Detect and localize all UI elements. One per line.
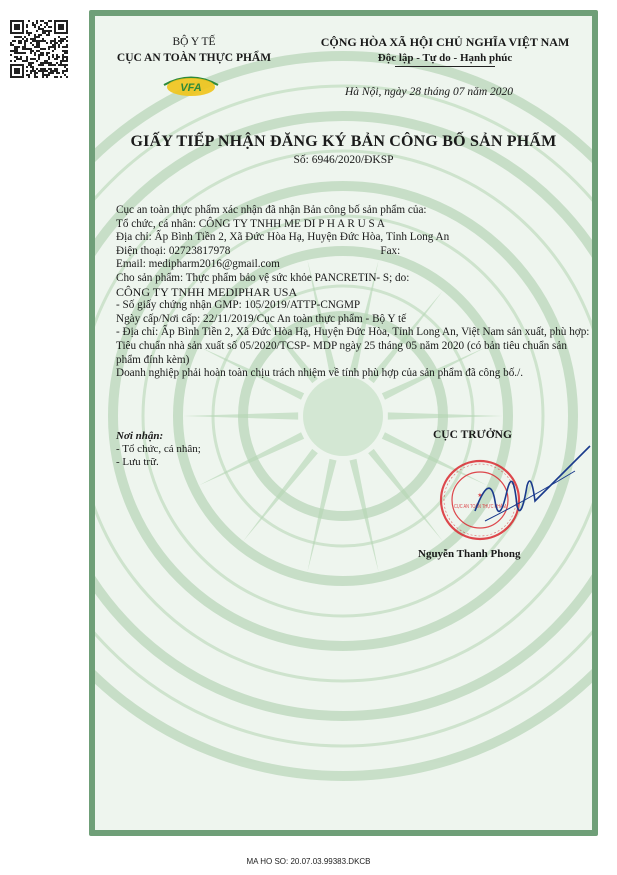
vfa-logo: [160, 68, 222, 102]
document-number: Số: 6946/2020/ĐKSP: [293, 154, 394, 166]
svg-text:CỤC AN TOÀN THỰC PHẨM: CỤC AN TOÀN THỰC PHẨM: [454, 504, 520, 510]
certificate-body: [95, 16, 592, 830]
handwritten-signature: [465, 441, 592, 541]
body-line: Cho sản phẩm: Thực phẩm bảo vệ sức khỏe PANCRETIN- S; do:: [116, 271, 410, 284]
motto: Độc lập - Tự do - Hạnh phúc: [377, 52, 513, 64]
header-left: [99, 34, 289, 66]
dossier-code: MA HO SO: 20.07.03.99383.DKCB: [246, 857, 371, 866]
motto-underline: [395, 66, 495, 67]
agency-name: CỤC AN TOÀN THỰC PHẨM: [116, 52, 272, 64]
recipients-label: Nơi nhận:: [116, 430, 164, 442]
body-line: Tổ chức, cá nhân: CÔNG TY TNHH ME DI P H A R U S A: [116, 217, 385, 230]
header-right: [295, 34, 592, 66]
svg-text:VFA: VFA: [180, 82, 202, 94]
svg-text:★: ★: [477, 493, 483, 499]
body-line: Doanh nghiệp phải hoàn toàn chịu trách nhiệm về tính phù hợp của sản phẩm đã công bố./.: [116, 367, 524, 380]
body-line: Địa chỉ: Ấp Bình Tiền 2, Xã Đức Hòa Hạ, Huyện Đức Hòa, Tỉnh Long An: [116, 231, 450, 244]
qr-code: [8, 18, 70, 80]
body-line: - Số giấy chứng nhận GMP: 105/2019/ATTP-CNGMP: [116, 299, 361, 312]
body-line: Tiêu chuẩn nhà sản xuất số 05/2020/TCSP- MDP ngày 25 tháng 05 năm 2020 (có bản tiêu chuẩn sản phẩm đính kèm): [116, 339, 567, 366]
body-line: CÔNG TY TNHH MEDIPHAR USA: [116, 284, 298, 299]
country-name: CỘNG HÒA XÃ HỘI CHỦ NGHĨA VIỆT NAM: [320, 35, 570, 49]
document-title: GIẤY TIẾP NHẬN ĐĂNG KÝ BẢN CÔNG BỐ SẢN PHẨM: [130, 133, 557, 150]
ministry-name: BỘ Y TẾ: [172, 36, 216, 48]
recipient-item: - Lưu trữ.: [116, 456, 159, 468]
body-line: Email: medipharm2016@gmail.com: [116, 258, 280, 271]
signer-name: Nguyễn Thanh Phong: [418, 548, 521, 560]
body-line: Cục an toàn thực phẩm xác nhận đã nhận Bản công bố sản phẩm của:: [116, 204, 427, 216]
issue-date: Hà Nội, ngày 28 tháng 07 năm 2020: [345, 86, 514, 98]
recipients: [116, 430, 201, 469]
body-line: Điện thoại: 02723817978 Fax:: [116, 244, 401, 257]
signer-title: CỤC TRƯỞNG: [433, 429, 512, 441]
document-body: [116, 204, 591, 381]
body-line: Ngày cấp/Nơi cấp: 22/11/2019/Cục An toàn thực phẩm - Bộ Y tế: [116, 312, 407, 325]
body-line: - Địa chỉ: Ấp Bình Tiền 2, Xã Đức Hòa Hạ, Huyện Đức Hòa, Tỉnh Long An, Việt Nam sản xuất, phù hợp:: [116, 326, 590, 339]
certificate-frame: [89, 10, 598, 836]
recipient-item: - Tổ chức, cá nhân;: [116, 443, 201, 455]
